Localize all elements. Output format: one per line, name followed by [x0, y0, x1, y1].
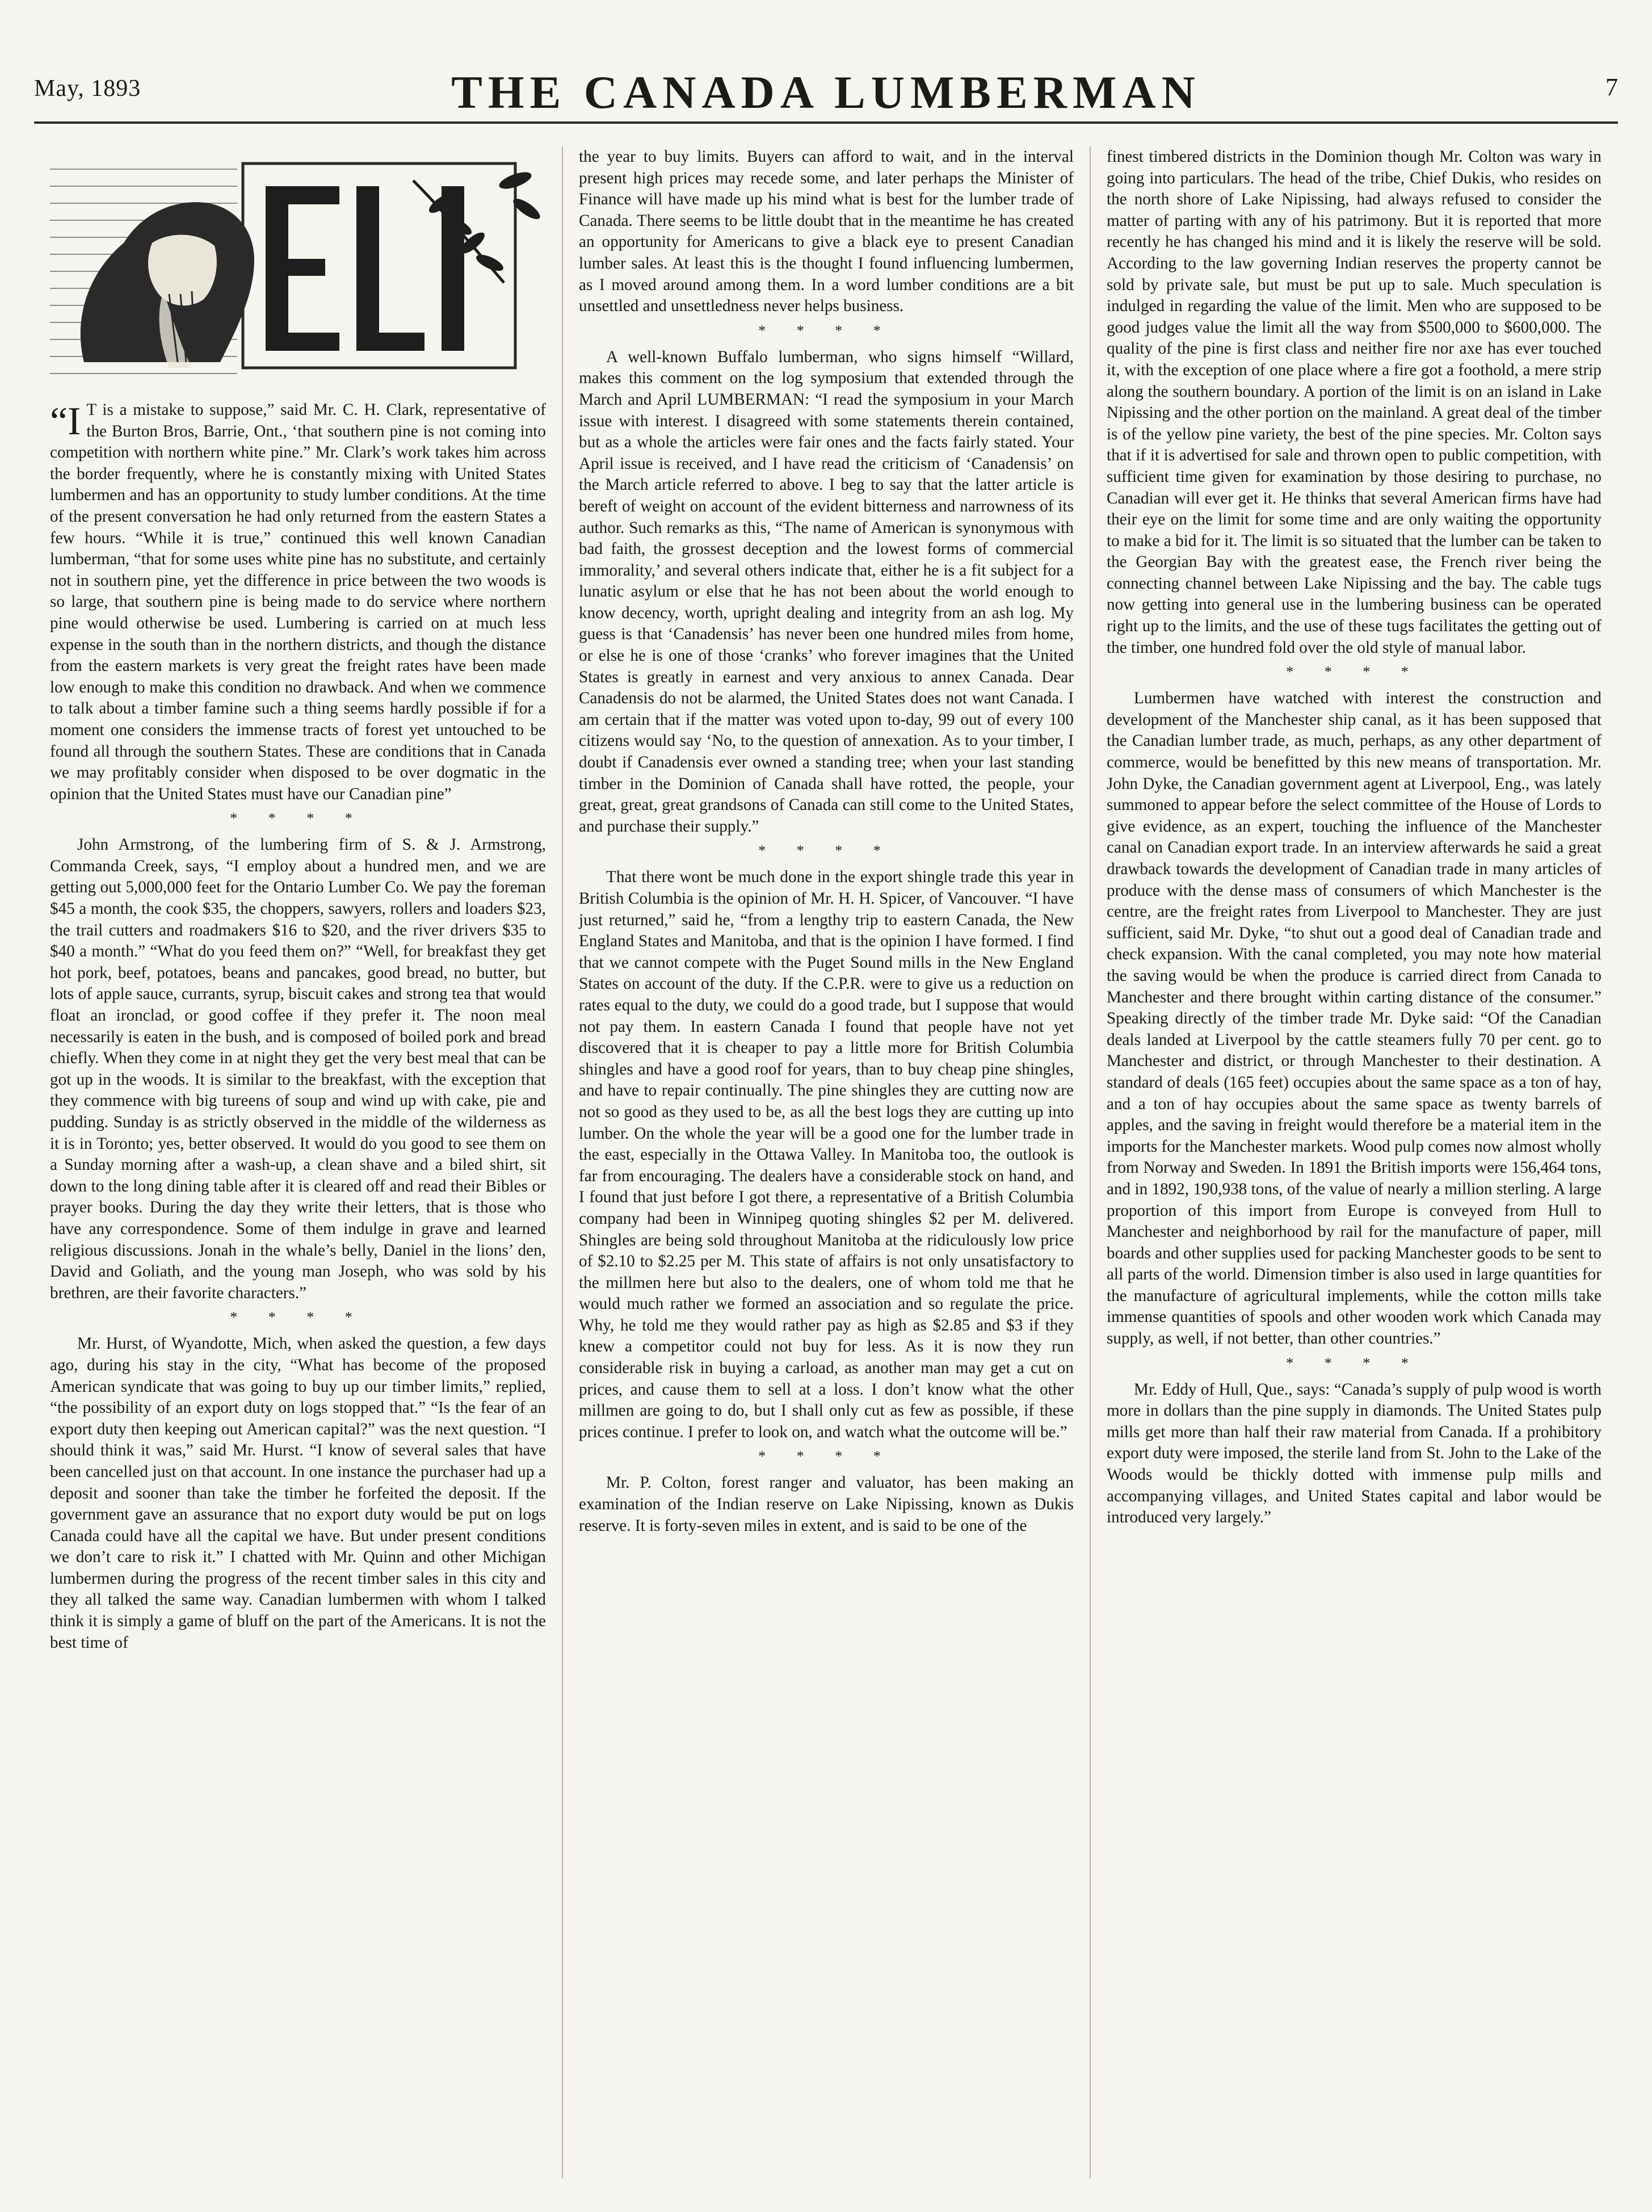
header-rule: [34, 121, 1618, 124]
page-header: [34, 67, 1618, 129]
article-hurst: Mr. Hurst, of Wyandotte, Mich, when asked the question, a few days ago, during his stay in the city, “What has become of the proposed American syndicate that was going to buy up our timber limits,” replied, “the possibility of an export duty on logs stopped that.” “Is the fear of an export duty then keeping out American capital?” was the next question. “I should think it was,” said Mr. Hurst. “I know of several sales that have been cancelled just on that account. In one instance the purchaser had up a deposit and sooner than take the timber he forfeited the deposit. If the government gave an assurance that no export duty would be put on logs Canada could have all the capital we have. But under present conditions we don’t care to risk it.” I chatted with Mr. Quinn and other Michigan lumbermen during the progress of the recent timber sales in this city and they all talked the same way. Canadian lumbermen with whom I talked think it is simply a game of bluff on the part of the Americans. It is not the best time of: [50, 1334, 546, 1652]
article-manchester-canal: Lumbermen have watched with interest the construction and development of the Manchester ship canal, as it has been supposed that the Canadian lumber trade, as much, perhaps, as any other department of commerce, would be benefitted by this new means of transportation. Mr. John Dyke, the Canadian government agent at Liverpool, Eng., was lately summoned to appear before the select committee of the House of Lords to give evidence, as an expert, touching the influence of the Manchester canal on Canadian export trade. In an interview afterwards he said a great drawback towards the development of Canadian trade in many articles of produce with the dense mass of consumers of which Manchester is the centre, are the freight rates from Liverpool to Manchester. They are just sufficient, said Mr. Dyke, “to shut out a good deal of Canadian trade and check expansion. With the canal completed, you may note how material the saving would be when the produce is carried direct from Canada to Manchester and there brought within carting distance of the consumer.” Speaking directly of the timber trade Mr. Dyke said: “Of the Canadian deals landed at Liverpool by the cattle steamers fully 70 per cent. go to Manchester and district, or through Manchester to their destination. A standard of deals (165 feet) occupies about the same space as a ton of hay, and a ton of hay occupies about the same space as twenty barrels of apples, and the saving in freight would therefore be a material item in the imports for the Manchester markets. Wood pulp comes now almost wholly from Norway and Sweden. In 1891 the British imports were 156,464 tons, and in 1892, 190,938 tons, of the value of nearly a million sterling. A large proportion of this import from Europe is conveyed from Hull to Manchester and neighborhood by rail for the manufacture of paper, mill boards and other supplies used for packing Manchester goods to be sent to all parts of the world. Dimension timber is also used in large quantities for the manufacture of agricultural implements, while the cotton mills take immense quantities of spools and other wooden work which Canada may supply, as well, if not better, than other countries.”: [1107, 689, 1601, 1348]
article-spicer: That there wont be much done in the export shingle trade this year in British Columbia is the opinion of Mr. H. H. Spicer, of Vancouver. “I have just returned,” said he, “from a lengthy trip to eastern Canada, the New England States and Manitoba, and that is the opinion I have formed. I find that we cannot compete with the Puget Sound mills in the New England States on account of the duty. If the C.P.R. were to give us a reduction on rates equal to the duty, we could do a good trade, but I suppose that would not pay them. In eastern Canada I found that people have not yet discovered that it is cheaper to pay a little more for British Columbia shingles and have a good roof for years, than to buy cheap pine shingles, and have to repair continually. The pine shingles they are cutting now are not so good as they used to be, as all the best logs they are cutting up into lumber. On the whole the year will be a good one for the lumber trade in the east, especially in the Ottawa Valley. In Manitoba too, the outlook is far from encouraging. The dealers have a considerable stock on hand, and I found that just before I got there, a representative of a British Columbia company had been in Winnipeg quoting shingles $2 per M. delivered. Shingles are being sold throughout Manitoba at the ridiculously low price of $2.10 to $2.25 per M. This state of affairs is not only unsatisfactory to the millmen here but also to the dealers, one of whom told me that he would much rather we formed an association and so regulate the price. Why, he told me they would rather pay as high as $2.85 and $3 if they knew a competitor could not buy for less. As it is now they run considerable risk in buying a carload, as another man may get a cut on prices, and cause them to sell at a loss. I don’t know what the other millmen are going to do, but I shall only cut as few as possible, if these prices continue. I prefer to look on, and watch what the outcome will be.”: [579, 868, 1074, 1441]
column-3: [1090, 146, 1617, 2179]
page-number: 7: [1605, 73, 1618, 101]
article-clark: [50, 400, 546, 805]
article-clark-text: T is a mistake to suppose,” said Mr. C. H. Clark, representative of the Burton Bros, Barrie, Ont., ‘that southern pine is not coming into competition with northern white pine.” Mr. Clark’s work takes him across the border frequently, where he is constantly mixing with United States lumbermen and has an opportunity to study lumber conditions. At the time of the present conversation he had only returned from the eastern States a few hours. “While it is true,” continued this well known Canadian lumberman, “that for some uses white pine has no substitute, and certainly not in southern pine, yet the difference in price between the two woods is so large, that southern pine is being made to do service where northern pine would otherwise be used. Lumbering is carried on at much less expense in the south than in the northern districts, and though the distance from the eastern markets is very great the freight rates have been made low enough to make this condition no drawback. And when we commence to talk about a timber famine such a thing seems hardly possible if for a moment one considers the immense tracts of forest yet untouched to be found all through the southern States. These are conditions that in Canada we may profitably consider when disposed to be over dogmatic in the opinion that the United States must have our Canadian pine”: [50, 401, 546, 803]
illustration-svg: [50, 146, 544, 385]
section-separator: * * * *: [230, 1309, 366, 1326]
article-columns: [34, 146, 1618, 2179]
masthead-title: THE CANADA LUMBERMAN: [451, 66, 1201, 118]
section-separator: * * * *: [758, 1448, 894, 1465]
section-separator: * * * *: [230, 810, 366, 827]
drop-cap: “I: [50, 400, 81, 443]
article-hurst-continued: the year to buy limits. Buyers can afford to wait, and in the interval present high prices may recede some, and later perhaps the Minister of Finance will have made up his mind what is best for the lumber trade of Canada. There seems to be little doubt that in the meantime he has created an opportunity for Americans to give a black eye to present Canadian lumber sales. At least this is the thought I found influencing lumbermen, as I moved around among them. In a word lumber conditions are a bit unsettled and unsettledness never helps business.: [579, 148, 1074, 316]
section-separator: * * * *: [758, 322, 894, 339]
column-2: [562, 146, 1090, 2179]
section-separator: * * * *: [758, 842, 894, 859]
article-willard: A well-known Buffalo lumberman, who signs himself “Willard, makes this comment on the log symposium that extended through the March and April LUMBERMAN: “I read the symposium in your March issue with interest. I disagreed with some statements therein contained, but as a whole the articles were fair ones and the facts fairly stated. Your April issue is received, and I have read the criticism of ‘Canadensis’ on the March article referred to above. I beg to say that the latter article is bereft of weight on account of the evident bitterness and narrowness of its author. Such remarks as this, “The name of American is synonymous with bad faith, the grossest deception and the lowest forms of commercial immorality,’ and several others indicate that, either he is a fit subject for a lunatic asylum or else that he has not been about the world enough to know decency, worth, upright dealing and integrity from an ash log. My guess is that ‘Canadensis’ has never been one hundred miles from home, or else he is one of those ‘cranks’ who forever imagines that the United States is greatly in earnest and very anxious to annex Canada. Dear Canadensis do not be alarmed, the United States does not want Canada. I am certain that if the matter was voted upon to-day, 99 out of every 100 citizens would say ‘No, to the question of annexation. As to your timber, I doubt if Canadensis ever owned a standing tree; when your last standing timber in the Dominion of Canada shall have rotted, the people, your great, great, great grandsons of Canada can still come to the United States, and purchase their supply.”: [579, 347, 1074, 836]
column-1: [34, 146, 562, 2179]
article-colton: Mr. P. Colton, forest ranger and valuator, has been making an examination of the Indian reserve on Lake Nipissing, known as Dukis reserve. It is forty-seven miles in extent, and is said to be one of the: [579, 1474, 1074, 1535]
issue-date: May, 1893: [34, 75, 141, 102]
engraved-initial-illustration-icon: [50, 146, 544, 385]
article-eddy: Mr. Eddy of Hull, Que., says: “Canada’s supply of pulp wood is worth more in dollars than the pine supply in diamonds. The United States pulp mills get more than half their raw material from Canada. If a prohibitory export duty were imposed, the sterile land from St. John to the Lake of the Woods would be thickly dotted with immense pulp mills and accompanying villages, and United States capital and labor would be introduced very largely.”: [1107, 1380, 1601, 1527]
article-colton-continued: finest timbered districts in the Dominion though Mr. Colton was wary in going into particulars. The head of the tribe, Chief Dukis, who resides on the north shore of Lake Nipissing, had always refused to consider the matter of parting with any of his patrimony. But it is reported that more recently he has changed his mind and it is likely the reserve will be sold. According to the law governing Indian reserves the property cannot be sold by private sale, but must be put up to sale. Much speculation is indulged in regarding the value of the limit. Men who are supposed to be good judges value the limit all the way from $500,000 to $600,000. The quality of the pine is first class and neither fire nor axe has ever touched it, with the exception of one place where a fire got a foothold, a mere strip along the southern boundary. A portion of the limit is on an island in Lake Nipissing and the other portion on the mainland. A great deal of the timber is of the yellow pine variety, the best of the pine species. Mr. Colton says that if it is advertised for sale and thrown open to public competition, with sufficient time given for examination by those desiring to purchase, no Canadian will ever get it. He thinks that several American firms have had their eye on the limit for some time and are only waiting the opportunity to make a bid for it. The limit is so situated that the lumber can be taken to the Georgian Bay with the greatest ease, the French river being the connecting channel between Lake Nipissing and the bay. The cable tugs now getting into general use in the lumbering business can be operated right up to the limits, and the use of these tugs facilitates the getting out of the timber, one hundred fold over the old style of manual labor.: [1107, 148, 1601, 657]
section-separator: * * * *: [1286, 664, 1422, 681]
article-armstrong: John Armstrong, of the lumbering firm of S. & J. Armstrong, Commanda Creek, says, “I employ about a hundred men, and we are getting out 5,000,000 feet for the Ontario Lumber Co. We pay the foreman $45 a month, the cook $35, the choppers, sawyers, rollers and loaders $23, the trail cutters and roadmakers $16 to $20, and the river drivers $35 to $40 a month.” “What do you feed them on?” “Well, for breakfast they get hot pork, beef, potatoes, beans and pancakes, good bread, no butter, but lots of apple sauce, currants, syrup, biscuit cakes and strong tea that would float an ironclad, or good coffee if they prefer it. The noon meal necessarily is eaten in the bush, and is composed of boiled pork and bread chiefly. When they come in at night they get the very best meal that can be got up in the woods. It is similar to the breakfast, with the exception that they commence with big tureens of soup and wind up with cake, pie and pudding. Sunday is as strictly observed in the middle of the wilderness as it is in Toronto; yes, better observed. It would do you good to see them on a Sunday morning after a wash-up, a clean shave and a biled shirt, sit down to the long dining table after it is cleared off and read their Bibles or prayer books. During the day they write their letters, that is those who have any correspondence. Some of them indulge in grave and learned religious discussions. Jonah in the whale’s belly, Daniel in the lions’ den, David and Goliath, and the young man Joseph, who was sold by his brethren, are their favorite characters.”: [50, 836, 546, 1302]
section-separator: * * * *: [1286, 1354, 1422, 1371]
